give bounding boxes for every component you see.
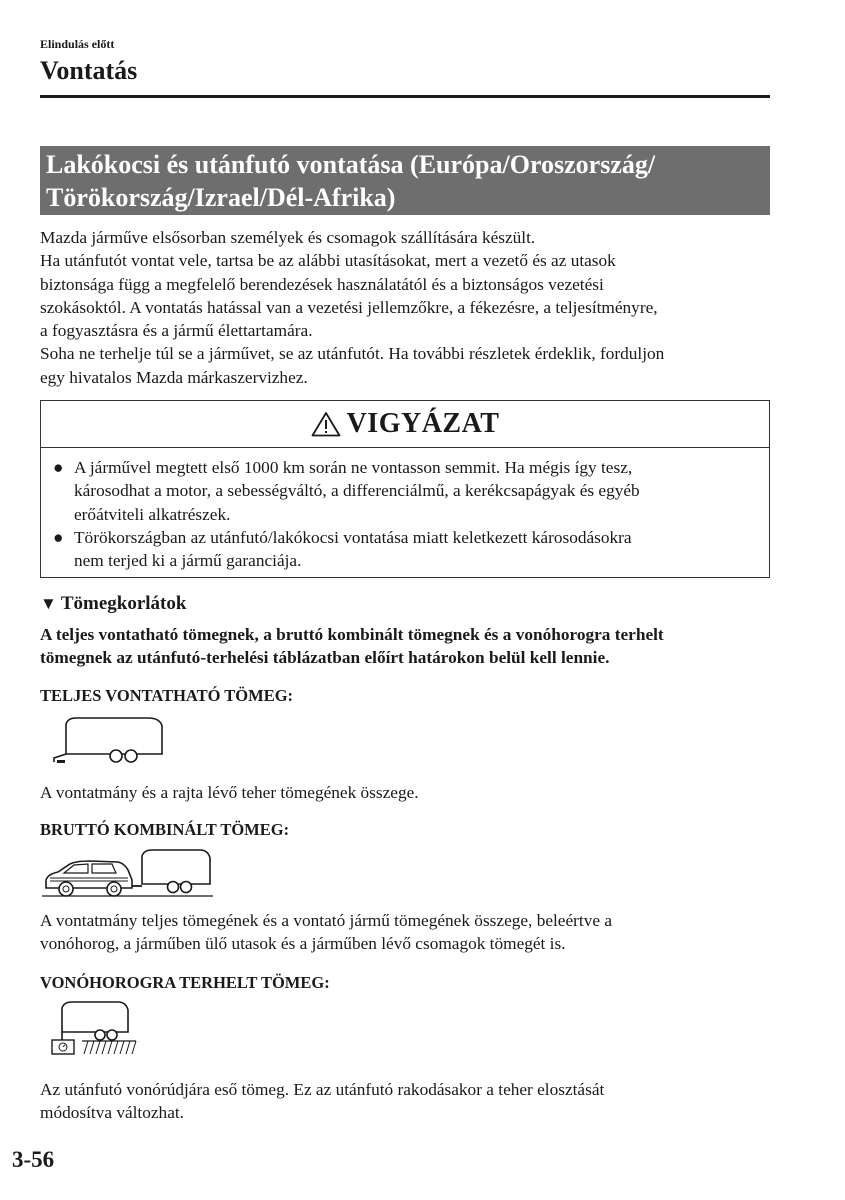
intro-line: biztonsága függ a megfelelő berendezések használatától és a biztonságos vezetési (40, 274, 604, 294)
warning-header (41, 401, 769, 448)
warning-list (41, 456, 769, 572)
section-title-line: Lakókocsi és utánfutó vontatása (Európa/Oroszország/ (46, 150, 656, 179)
intro-line: szokásoktól. A vontatás hatással van a vezetési jellemzőkre, a fékezésre, a teljesítményre, (40, 297, 658, 317)
intro-line: Mazda járműve elsősorban személyek és csomagok szállítására készült. (40, 228, 536, 247)
page-title: Vontatás (40, 56, 138, 85)
warning-line: erőátviteli alkatrészek. (74, 504, 231, 524)
intro-line: egy hivatalos Mazda márkaszervizhez. (40, 367, 308, 387)
warning-box (40, 400, 770, 578)
intro-paragraph (40, 226, 775, 389)
trailer-icon (52, 714, 172, 770)
weight-label: VONÓHOROGRA TERHELT TÖMEG: (40, 973, 330, 992)
weights-intro (40, 623, 664, 670)
page-number: 3-56 (12, 1147, 55, 1172)
intro-line: Soha ne terhelje túl se a járművet, se az utánfutót. Ha további részletek érdeklik, forduljon (40, 344, 665, 364)
warning-line: nem terjed ki a jármű garanciája. (74, 551, 302, 571)
weight-description (40, 781, 419, 804)
warning-line: károsodhat a motor, a sebességváltó, a differenciálmű, a kerékcsapágyak és egyéb (74, 481, 640, 501)
weights-intro-line: A teljes vontatható tömegnek, a bruttó kombinált tömegnek és a vonóhorogra terhelt (40, 625, 664, 644)
weight-description-line: Az utánfutó vonórúdjára eső tömeg. Ez az utánfutó rakodásakor a teher elosztását (40, 1080, 605, 1099)
weight-label: TELJES VONTATHATÓ TÖMEG: (40, 686, 294, 705)
intro-line: Ha utánfutót vontat vele, tartsa be az alábbi utasításokat, mert a vezető és az utasok (40, 251, 616, 271)
weight-description (40, 909, 612, 956)
section-title-line: Törökország/Izrael/Dél-Afrika) (46, 183, 396, 212)
bullet: ● (53, 527, 64, 547)
warning-item (41, 526, 769, 573)
warning-triangle-icon (311, 411, 341, 437)
warning-line: A járművel megtett első 1000 km során ne vontasson semmit. Ha mégis így tesz, (74, 458, 633, 477)
weights-intro-line: tömegnek az utánfutó-terhelési táblázatban előírt határokon belül kell lennie. (40, 648, 610, 668)
triangle-marker: ▼ (40, 594, 57, 613)
warning-line: Törökországban az utánfutó/lakókocsi vontatása miatt keletkezett károsodásokra (74, 527, 632, 547)
warning-title: VIGYÁZAT (346, 408, 500, 439)
weight-description (40, 1078, 604, 1125)
subsection-heading-text: Tömegkorlátok (60, 593, 187, 614)
weight-description-line: vonóhorog, a járműben ülő utasok és a járműben lévő csomagok tömegét is. (40, 934, 566, 954)
car-with-trailer-icon (40, 844, 215, 902)
subsection-heading (40, 593, 186, 615)
weight-label: BRUTTÓ KOMBINÁLT TÖMEG: (40, 820, 290, 839)
section-title-banner (40, 146, 770, 215)
warning-item (41, 456, 769, 526)
weight-description-line: A vontatmány teljes tömegének és a vontató jármű tömegének összege, beleértve a (40, 911, 613, 930)
weight-description-line: módosítva változhat. (40, 1103, 184, 1123)
bullet: ● (53, 458, 64, 477)
trailer-on-scale-icon (44, 998, 144, 1060)
weight-description-line: A vontatmány és a rajta lévő teher tömegének összege. (40, 783, 419, 802)
intro-line: a fogyasztásra és a jármű élettartamára. (40, 321, 313, 341)
title-rule (40, 95, 770, 98)
breadcrumb: Elindulás előtt (40, 37, 115, 51)
